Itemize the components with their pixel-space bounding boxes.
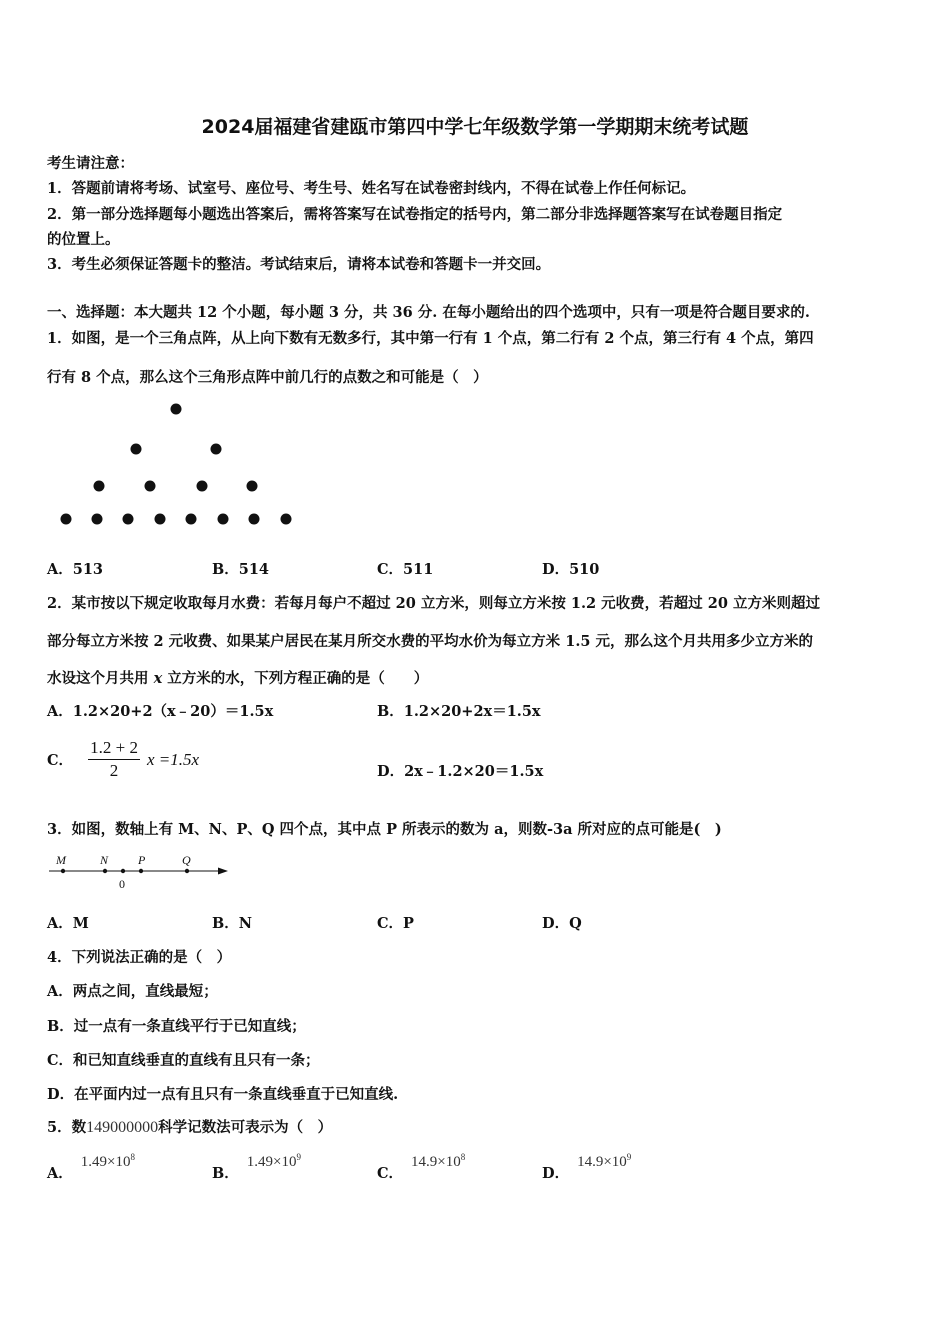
q4-option-d: D．在平面内过一点有且只有一条直线垂直于已知直线. <box>47 1086 399 1103</box>
q3-option-a: A．M <box>47 915 89 932</box>
q2-option-a: A．1.2×20+2（x﹣20）＝1.5x <box>47 703 274 720</box>
q4-stem: 4．下列说法正确的是（ ） <box>47 949 232 966</box>
section-heading: 一、选择题：本大题共 12 个小题，每小题 3 分，共 36 分. 在每小题给出的四个选项中，只有一项是符合题目要求的. <box>47 304 810 321</box>
dot <box>123 514 134 525</box>
notice-item-3: 3．考生必须保证答题卡的整洁。考试结束后，请将本试卷和答题卡一并交回。 <box>47 256 551 273</box>
q1-stem-line2: 行有 8 个点，那么这个三角形点阵中前几行的点数之和可能是（ ） <box>47 369 488 386</box>
point-n <box>103 869 107 873</box>
dot <box>61 514 72 525</box>
dot <box>92 514 103 525</box>
q5-option-a: A．$1.49\times 10^8$ <box>47 1152 135 1182</box>
point-origin <box>121 869 125 873</box>
q3-stem: 3．如图，数轴上有 M、N、P、Q 四个点，其中点 P 所表示的数为 a，则数-3a 所对应的点可能是( ) <box>47 821 722 838</box>
fraction: $\frac{1.2 + 2}{2}$ <box>90 738 138 780</box>
q3-option-d: D．Q <box>542 915 582 932</box>
dot <box>131 444 142 455</box>
label-zero: 0 <box>119 877 125 891</box>
dot <box>186 514 197 525</box>
point-q <box>185 869 189 873</box>
label-p: P <box>138 853 146 867</box>
dot <box>218 514 229 525</box>
page-title: 2024届福建省建瓯市第四中学七年级数学第一学期期末统考试题 <box>201 116 749 138</box>
notice-item-2: 2．第一部分选择题每小题选出答案后，需将答案写在试卷指定的括号内，第二部分非选择题答案写在试卷题目指定 <box>47 206 783 223</box>
dot <box>281 514 292 525</box>
q5-stem: 5．数149000000科学记数法可表示为（ ） <box>47 1119 333 1136</box>
q1-option-c: C．511 <box>377 561 434 578</box>
notice-heading: 考生请注意： <box>47 155 134 172</box>
q4-option-b: B．过一点有一条直线平行于已知直线； <box>47 1018 306 1035</box>
dot <box>155 514 166 525</box>
label-q: Q <box>182 853 191 867</box>
label-m: M <box>56 853 66 867</box>
notice-item-1: 1．答题前请将考场、试室号、座位号、考生号、姓名写在试卷密封线内，不得在试卷上作任何标记。 <box>47 180 696 197</box>
dot <box>211 444 222 455</box>
number-line-figure <box>46 850 236 892</box>
q1-option-b: B．514 <box>212 561 270 578</box>
notice-item-2-cont: 的位置上。 <box>47 231 120 248</box>
q2-option-b: B．1.2×20+2x＝1.5x <box>377 703 541 720</box>
q5-option-c: C．$14.9\times 10^8$ <box>377 1152 466 1182</box>
q3-option-b: B．N <box>212 915 253 932</box>
q1-stem-line1: 1．如图，是一个三角点阵，从上向下数有无数多行，其中第一行有 1 个点，第二行有 2 个点，第三行有 4 个点，第四 <box>47 330 814 347</box>
dot <box>247 481 258 492</box>
q4-option-a: A．两点之间，直线最短； <box>47 983 218 1000</box>
triangle-dot-figure <box>50 395 310 535</box>
q5-option-d: D．$14.9\times 10^9$ <box>542 1152 632 1182</box>
dot <box>197 481 208 492</box>
dot <box>94 481 105 492</box>
dot <box>249 514 260 525</box>
q4-option-c: C．和已知直线垂直的直线有且只有一条； <box>47 1052 320 1069</box>
q5-option-b: B．$1.49\times 10^9$ <box>212 1152 301 1182</box>
q1-option-d: D．510 <box>542 561 600 578</box>
point-m <box>61 869 65 873</box>
q2-stem-line1: 2．某市按以下规定收取每月水费：若每月每户不超过 20 立方米，则每立方米按 1.2 元收费，若超过 20 立方米则超过 <box>47 595 820 612</box>
q2-option-d: D．2x﹣1.2×20＝1.5x <box>377 763 544 780</box>
q2-option-c: C． $\frac{1.2 + 2}{2}$ x =1.5x <box>47 738 200 780</box>
q2-stem-line2: 部分每立方米按 2 元收费、如果某户居民在某月所交水费的平均水价为每立方米 1.5 元，那么这个月共用多少立方米的 <box>47 633 814 650</box>
q1-option-a: A．513 <box>47 561 104 578</box>
dot <box>171 404 182 415</box>
q2-stem-line3: 水设这个月共用 x 立方米的水，下列方程正确的是（ ） <box>47 670 429 687</box>
q3-option-c: C．P <box>377 915 414 932</box>
label-n: N <box>100 853 109 867</box>
dot <box>145 481 156 492</box>
point-p <box>139 869 143 873</box>
